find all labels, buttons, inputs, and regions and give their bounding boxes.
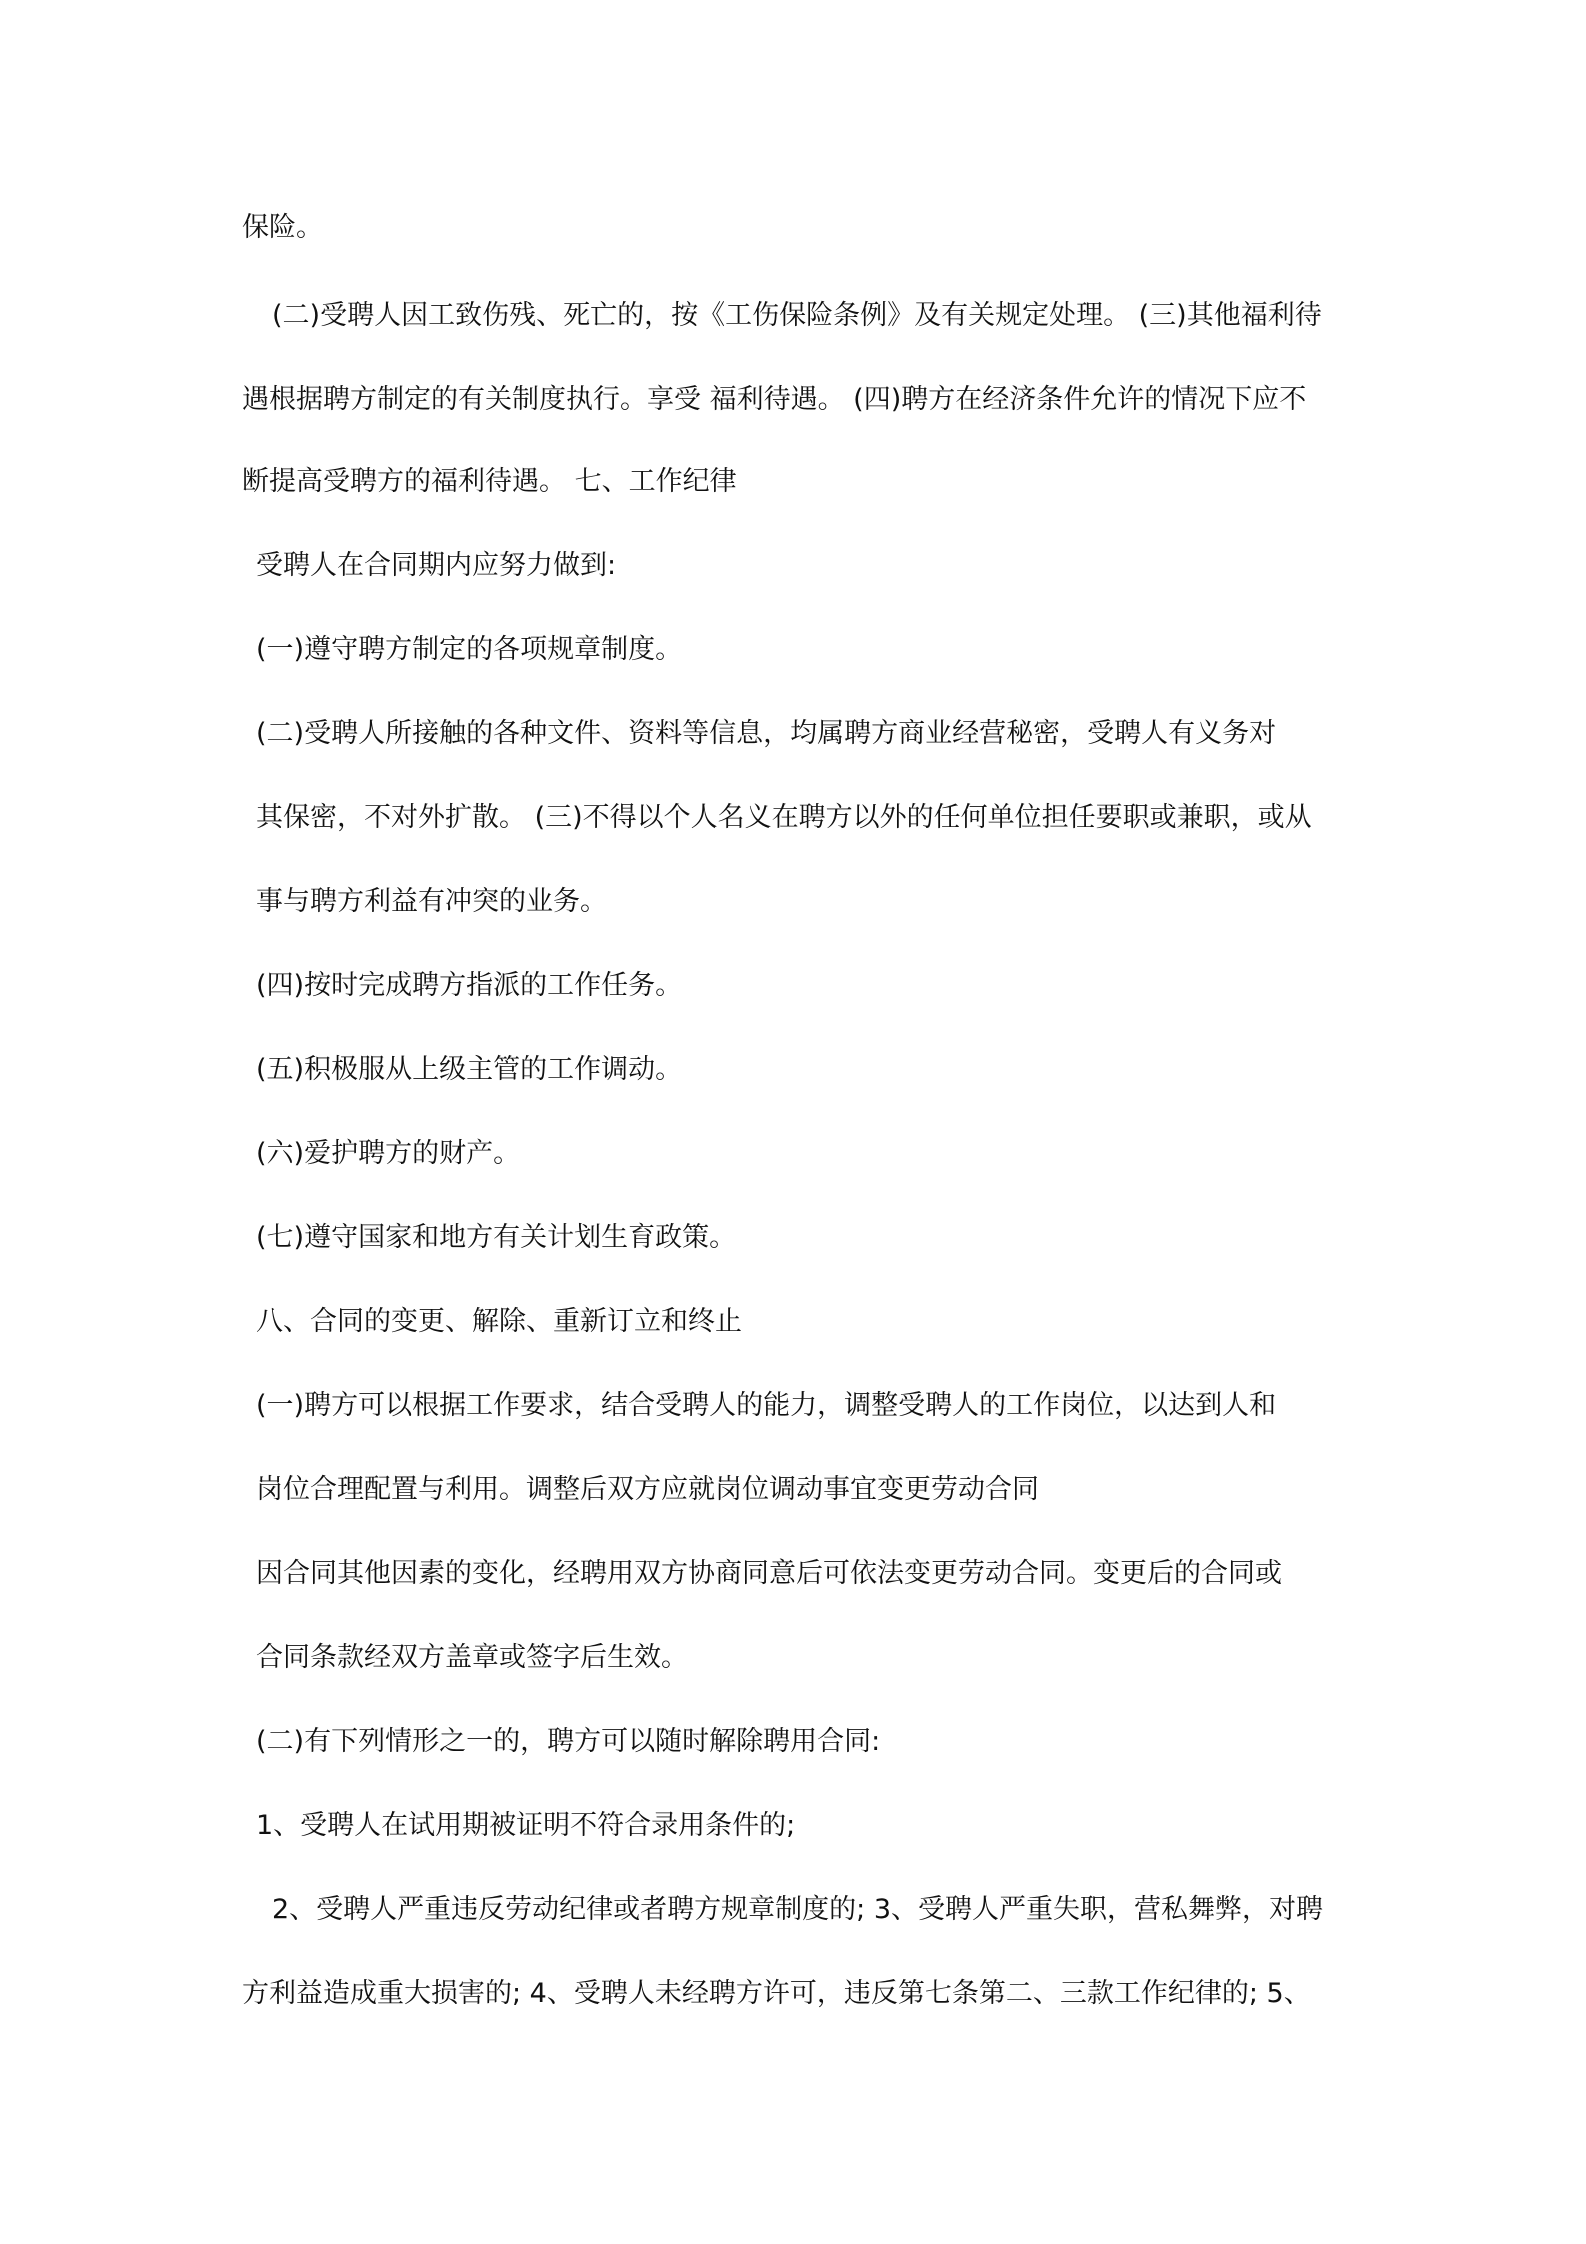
text-line: (一)聘方可以根据工作要求，结合受聘人的能力，调整受聘人的工作岗位，以达到人和 [256,1390,1277,1421]
text-line: 1、受聘人在试用期被证明不符合录用条件的; [256,1810,796,1841]
text-line: 保险。 [242,212,323,243]
text-line: (二)受聘人因工致伤残、死亡的，按《工伤保险条例》及有关规定处理。 (三)其他福利待 [272,300,1322,331]
text-line: (五)积极服从上级主管的工作调动。 [256,1054,683,1085]
text-line: (七)遵守国家和地方有关计划生育政策。 [256,1222,737,1253]
text-line: (一)遵守聘方制定的各项规章制度。 [256,634,683,665]
text-line: 因合同其他因素的变化，经聘用双方协商同意后可依法变更劳动合同。变更后的合同或 [256,1558,1282,1589]
text-line: 岗位合理配置与利用。调整后双方应就岗位调动事宜变更劳动合同 [256,1474,1039,1505]
text-line: (二)受聘人所接触的各种文件、资料等信息，均属聘方商业经营秘密，受聘人有义务对 [256,718,1277,749]
text-line: (四)按时完成聘方指派的工作任务。 [256,970,683,1001]
text-line: 方利益造成重大损害的; 4、受聘人未经聘方许可，违反第七条第二、三款工作纪律的; 5、 [242,1978,1311,2009]
text-line: (六)爱护聘方的财产。 [256,1138,521,1169]
text-line: 受聘人在合同期内应努力做到: [256,550,617,581]
text-line: 合同条款经双方盖章或签字后生效。 [256,1642,688,1673]
text-line: 事与聘方利益有冲突的业务。 [256,886,607,917]
text-line: 其保密，不对外扩散。 (三)不得以个人名义在聘方以外的任何单位担任要职或兼职，或从 [256,802,1312,833]
section-heading: 八、合同的变更、解除、重新订立和终止 [256,1306,742,1337]
text-line: 遇根据聘方制定的有关制度执行。享受 福利待遇。 (四)聘方在经济条件允许的情况下应不 [242,384,1307,415]
text-line: 断提高受聘方的福利待遇。 七、工作纪律 [242,466,737,497]
text-line: 2、受聘人严重违反劳动纪律或者聘方规章制度的; 3、受聘人严重失职，营私舞弊，对聘 [272,1894,1324,1925]
text-line: (二)有下列情形之一的，聘方可以随时解除聘用合同: [256,1726,881,1757]
